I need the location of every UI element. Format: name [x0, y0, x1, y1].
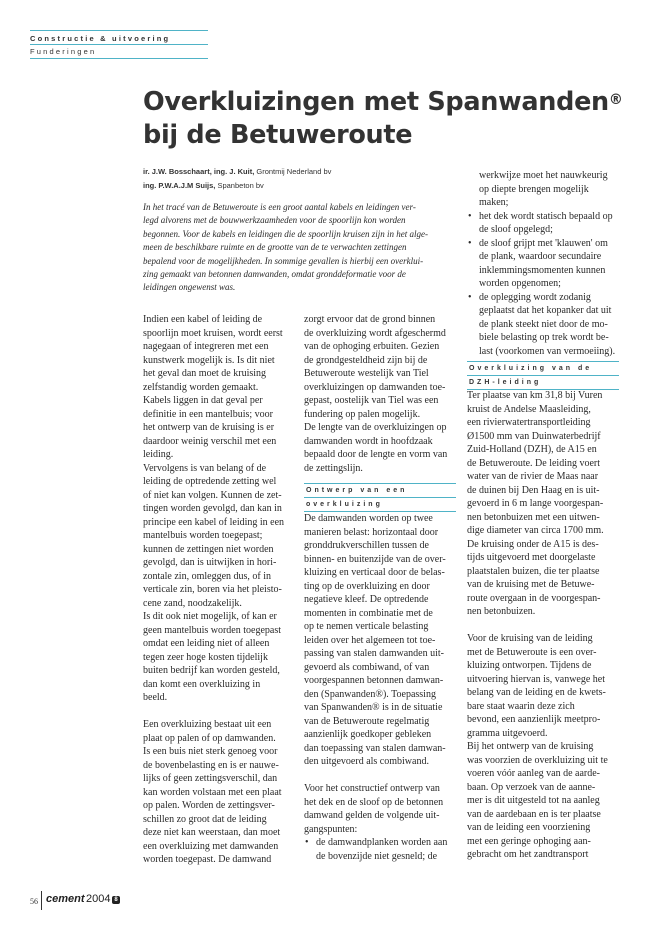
section-label: Constructie & uitvoering	[30, 34, 171, 43]
section-head-dzh	[467, 361, 619, 390]
magazine-year: 2004	[86, 893, 111, 905]
text-line: ting op de overkluizing en door	[304, 580, 430, 592]
text-line: de bovenbelasting en is er nauwe-	[143, 759, 279, 771]
header-rule-top	[30, 30, 208, 31]
text-line: gronddrukverschillen tussen de	[304, 540, 429, 551]
text-line: kunnen de zettingen niet worden	[143, 543, 274, 555]
intro-line: begonnen. Voor de kabels en leidingen die de spoorlijn kruisen zijn in het alge-	[143, 228, 428, 239]
bullet-line: de bovenzijde niet gesneld; de	[316, 850, 438, 862]
bullet-line: • het dek wordt statisch bepaald op	[467, 210, 627, 224]
section-title: overkluizing	[306, 501, 383, 508]
text-line: belang van de leiding en de kwets-	[467, 687, 606, 698]
text-line: nagegaan of integreren met een	[143, 341, 269, 352]
bullet-line: geplaatst dat het kopanker dat uit	[479, 305, 612, 316]
bullet-line: de sloof opgelegd;	[479, 224, 553, 235]
header-rule-bottom	[30, 58, 208, 59]
text-line: tegen zeer hoge kosten tijdelijk	[143, 651, 268, 663]
text-line: De damwanden worden op twee	[304, 513, 433, 524]
text-line: beeld.	[143, 692, 168, 703]
text-line: kruist de Andelse Maasleiding,	[467, 403, 591, 415]
bullet-line: • de sloof grijpt met 'klauwen' om	[467, 237, 627, 251]
text-line: Is dit ook niet mogelijk, of kan er	[143, 611, 277, 622]
header-rule-middle	[30, 44, 208, 45]
text-line: van de Betuweroute regelmatig	[304, 715, 430, 727]
text-line: water van de rivier de Maas naar	[467, 471, 599, 482]
section-title: Ontwerp van een	[306, 487, 408, 494]
section-title: DZH-leiding	[469, 379, 542, 386]
footer-divider	[41, 891, 42, 910]
bullet-line: op diepte brengen mogelijk	[479, 183, 589, 195]
text-line: fundering op palen mogelijk.	[304, 408, 421, 420]
text-line: Kabels liggen in dat geval per	[143, 395, 263, 406]
text-line: dan komt een overkluizing in	[143, 678, 261, 690]
text-line: geen mantelbuis worden toegepast	[143, 624, 282, 636]
text-line: Voor de kruising van de leiding	[467, 633, 593, 644]
text-line: bevond, een aanzienlijk meetpro-	[467, 714, 601, 725]
text-line: gebracht om het zandtransport	[467, 849, 589, 860]
subsection-label: Funderingen	[30, 47, 97, 56]
intro-line: leidingen ongewenst was.	[143, 282, 236, 293]
column-3-body	[467, 389, 627, 862]
column-2-body	[304, 512, 456, 863]
page-number: 56	[30, 897, 38, 906]
text-line: kluizing en verticaal door de belas-	[304, 567, 445, 578]
bullet-line: biele belasting op trek wordt be-	[479, 332, 609, 343]
text-line: damwand gelden de volgende uit-	[304, 810, 440, 821]
text-line: deze niet kan weerstaan, dan moet	[143, 827, 281, 838]
registered-mark: ®	[608, 92, 623, 108]
text-line: gevoerd als combiwand, of van	[304, 661, 430, 673]
bullet-line: de plank, waardoor secundaire	[479, 251, 602, 262]
text-line: gramma uitgevoerd.	[467, 727, 548, 739]
text-line: van de aardebaan en is ter plaatse	[467, 808, 601, 820]
text-line: de grondgesteldheid zijn bij de	[304, 354, 428, 366]
text-line: baan. Op verzoek van de aanne-	[467, 781, 596, 793]
author-list	[143, 165, 443, 193]
bullet-line: inklemmingsmomenten kunnen	[479, 264, 606, 276]
text-line: route overgaan in de voorgespan-	[467, 592, 601, 604]
text-line: den (Spanwanden®). Toepassing	[304, 688, 436, 700]
title-line-2: bij de Betuweroute	[143, 120, 413, 150]
text-line: tingen worden gevolgd, dan kan in	[143, 503, 282, 514]
issue-number-icon: 8	[112, 896, 120, 904]
text-line: plaat op palen of op damwanden.	[143, 732, 276, 744]
text-line: spoorlijn moet kruisen, wordt eerst	[143, 327, 283, 339]
text-line: definitie in een mantelbuis; voor	[143, 408, 273, 420]
text-line: gevoerd in 6 m lange voorgespan-	[467, 498, 604, 509]
text-line: overkluizingen op damwanden toe-	[304, 381, 446, 393]
text-line: Indien een kabel of leiding de	[143, 314, 263, 325]
paragraph-gap	[304, 769, 456, 783]
text-line: de Betuweroute. De leiding voert	[467, 457, 601, 469]
bullet-line: last (voorkomen van vermoeiing).	[479, 345, 616, 357]
text-line: voorgespannen betonnen damwan-	[304, 675, 444, 686]
text-line: De kruising onder de A15 is des-	[467, 538, 599, 550]
text-line: zelfstandig worden gemaakt.	[143, 381, 259, 393]
text-line: passing van stalen damwanden uit-	[304, 648, 444, 659]
text-line: van Spanwanden® is in de situatie	[304, 702, 443, 713]
magazine-name: cement	[46, 893, 85, 905]
text-line: De lengte van de overkluizingen op	[304, 422, 447, 433]
text-line: Ter plaatse van km 31,8 bij Vuren	[467, 390, 603, 401]
text-line: met een geringe ophoging aan-	[467, 835, 591, 847]
text-line: of niet kan volgen. Kunnen de zet-	[143, 489, 282, 501]
text-line: worden toegepast. De damwand	[143, 854, 272, 865]
text-line: daardoor weinig verschil met een	[143, 435, 277, 447]
text-line: de duinen bij Den Haag en is uit-	[467, 484, 600, 496]
bullet-line: de plank steekt niet door de mo-	[479, 318, 608, 330]
text-line: zontale zin, omleggen dus, of in	[143, 570, 272, 582]
text-line: met de Betuweroute is een over-	[467, 646, 597, 658]
text-line: leiding.	[143, 449, 174, 460]
text-line: principe een kabel of leiding in een	[143, 516, 285, 528]
text-line: Zuid-Holland (DZH), de A15 en	[467, 444, 597, 455]
text-line: een rivierwatertransportleiding	[467, 417, 591, 428]
text-line: voeren vóór aanleg van de aarde-	[467, 768, 600, 779]
text-line: de overkluizing wordt afgeschermd	[304, 327, 446, 339]
text-line: Bij het ontwerp van de kruising	[467, 741, 594, 752]
author-affiliation: Spanbeton bv	[215, 181, 264, 190]
text-line: nen betonbuizen met een uitwen-	[467, 511, 600, 523]
text-line: bare staat waarin deze zich	[467, 700, 575, 712]
text-line: den uitgevoerd als combiwand.	[304, 756, 429, 767]
text-line: op te nemen verticale belasting	[304, 621, 429, 632]
section-title: Overkluizing van de	[469, 365, 593, 372]
text-line: van de kruising met de Betuwe-	[467, 579, 595, 590]
text-line: dan toepassing van stalen damwan-	[304, 742, 446, 754]
author-line-2	[143, 179, 443, 193]
text-line: leiden over het algemeen tot toe-	[304, 634, 436, 646]
bullet-line: worden opgenomen;	[479, 278, 561, 289]
text-line: Vervolgens is van belang of de	[143, 462, 267, 474]
text-line: Voor het constructief ontwerp van	[304, 783, 440, 794]
text-line: Betuweroute westelijk van Tiel	[304, 368, 429, 379]
text-line: cene zand, noodzakelijk.	[143, 597, 242, 609]
text-line: gangspunten:	[304, 823, 358, 835]
bullet-line: • de oplegging wordt zodanig	[467, 291, 627, 305]
text-line: van de leiding een voorziening	[467, 822, 591, 833]
paragraph-gap	[143, 705, 293, 719]
intro-line: zing gemaakt van betonnen damwanden, omdat gronddeformatie voor de	[143, 269, 406, 280]
column-3-top	[467, 169, 627, 358]
text-line: zorgt ervoor dat de grond binnen	[304, 314, 436, 325]
text-line: op palen. Worden de zettingsver-	[143, 800, 275, 811]
text-line: het dek en de sloof op de betonnen	[304, 796, 444, 808]
text-line: Een overkluizing bestaat uit een	[143, 719, 272, 730]
text-line: momenten in combinatie met de	[304, 607, 433, 619]
column-2-top	[304, 313, 456, 475]
text-line: nen betonbuizen.	[467, 606, 536, 617]
title-line-1: Overkluizingen met Spanwanden	[143, 87, 609, 117]
intro-line: legd alvorens met de bouwwerkzaamheden voor de spoorlijn kon worden	[143, 215, 406, 226]
text-line: de zettingslijn.	[304, 462, 363, 474]
text-line: een overkluizing met damwanden	[143, 840, 279, 852]
text-line: binnen- en buitenzijde van de over-	[304, 553, 446, 565]
text-line: het geval dan moet de kruising	[143, 368, 267, 379]
bullet-line: maken;	[479, 197, 509, 208]
column-1	[143, 313, 293, 867]
text-line: omdat een leiding niet of alleen	[143, 638, 270, 649]
text-line: buiten bedrijf kan worden gesteld,	[143, 665, 280, 676]
intro-line: bepalend voor de mogelijkheden. In sommige gevallen is hierbij een overklui-	[143, 255, 424, 266]
author-names: ir. J.W. Bosschaart, ing. J. Kuit,	[143, 167, 255, 176]
article-intro	[143, 201, 452, 295]
text-line: schillen zo groot dat de leiding	[143, 813, 267, 825]
text-line: Ø1500 mm van Duinwaterbedrijf	[467, 430, 601, 442]
text-line: kunstwerk mogelijk is. Is dit niet	[143, 354, 275, 366]
text-line: uitvoering hiervan is, vanwege het	[467, 673, 606, 685]
intro-line: In het tracé van de Betuweroute is een groot aantal kabels en leidingen ver-	[143, 202, 416, 212]
text-line: kluizing ontworpen. Tijdens de	[467, 660, 592, 671]
text-line: leiding de optredende zetting wel	[143, 476, 277, 487]
text-line: damwanden wordt in hoofdzaak	[304, 435, 433, 447]
text-line: dige diameter van circa 1700 mm.	[467, 525, 604, 536]
author-affiliation: Grontmij Nederland bv	[254, 167, 332, 176]
text-line: bepaald door de lengte en vorm van	[304, 449, 448, 460]
intro-line: meen de beschikbare ruimte en de grootte van de te verwachten zettingen	[143, 242, 407, 253]
text-line: mantelbuis worden toegepast;	[143, 530, 263, 541]
text-line: tijds uitgevoerd met doorgelaste	[467, 552, 596, 563]
text-line: plaatstalen buizen, die ter plaatse	[467, 565, 600, 577]
text-line: van de ophoging erbuiten. Gezien	[304, 341, 440, 352]
text-line: lijks of geen zettingsverschil, dan	[143, 773, 278, 784]
section-head-ontwerp	[304, 483, 456, 512]
text-line: aanzienlijk goedkoper gebleken	[304, 729, 432, 740]
article-title	[143, 86, 623, 152]
text-line: gevolgd, dan is uitwijken in hori-	[143, 557, 277, 568]
text-line: het ontwerp van de kruising is er	[143, 422, 275, 433]
text-line: manieren belast: horizontaal door	[304, 526, 439, 538]
bullet-line: • de damwandplanken worden aan	[304, 836, 456, 850]
paragraph-gap	[467, 619, 627, 633]
text-line: verticale zin, boren via het pleisto-	[143, 584, 282, 595]
text-line: mer is dit uitgesteld tot na aanleg	[467, 795, 600, 806]
bullet-line: werkwijze moet het nauwkeurig	[479, 170, 608, 181]
text-line: kan worden volstaan met een plaat	[143, 786, 282, 798]
text-line: Is een buis niet sterk genoeg voor	[143, 746, 278, 757]
author-names: ing. P.W.A.J.M Suijs,	[143, 181, 216, 190]
author-line-1	[143, 165, 443, 179]
text-line: was voorzien de overkluizing uit te	[467, 754, 608, 766]
text-line: gepast, oostelijk van Tiel was een	[304, 395, 439, 406]
text-line: negatieve kleef. De optredende	[304, 594, 429, 605]
